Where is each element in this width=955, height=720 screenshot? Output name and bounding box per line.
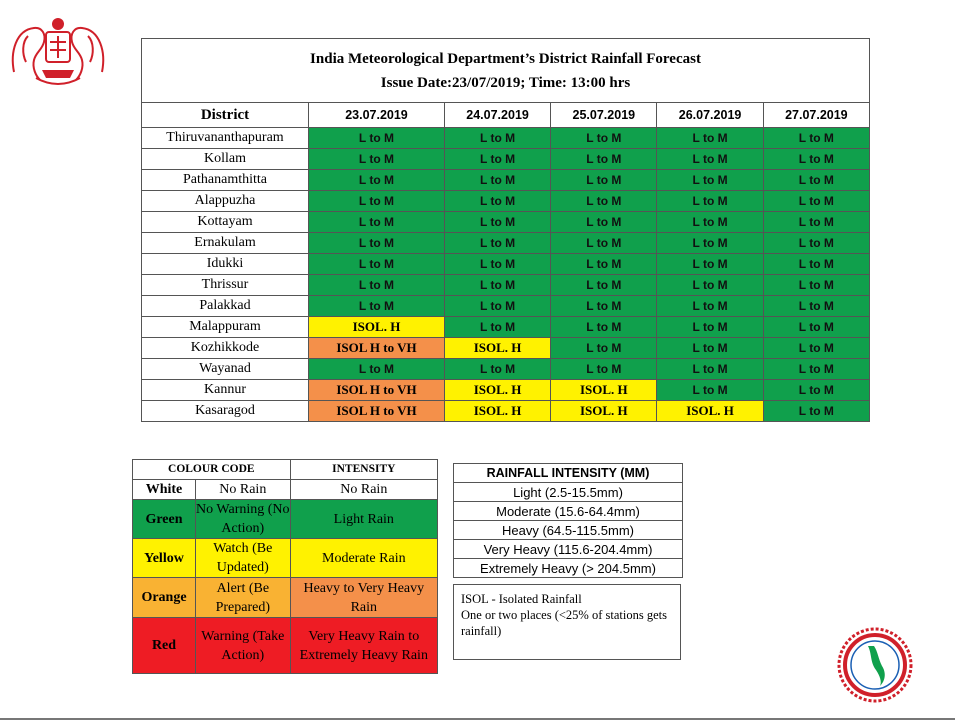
forecast-issue-date: Issue Date:23/07/2019; Time: 13:00 hrs	[380, 74, 631, 91]
forecast-cell: L to M	[551, 296, 657, 317]
intensity-row: Moderate (15.6-64.4mm)	[454, 502, 683, 521]
district-row	[142, 275, 870, 296]
forecast-cell: L to M	[657, 149, 763, 170]
district-name: Alappuzha	[142, 191, 309, 212]
forecast-cell: L to M	[657, 296, 763, 317]
forecast-cell: L to M	[763, 401, 869, 422]
forecast-title: India Meteorological Department’s District Rainfall Forecast	[310, 50, 701, 67]
forecast-cell: L to M	[657, 317, 763, 338]
intensity-row: Extremely Heavy (> 204.5mm)	[454, 559, 683, 578]
district-row	[142, 317, 870, 338]
forecast-cell: L to M	[444, 212, 550, 233]
intensity-row: Heavy (64.5-115.5mm)	[454, 521, 683, 540]
legend-colour-name: Orange	[133, 578, 196, 618]
district-row	[142, 338, 870, 359]
legend-meaning: Watch (Be Updated)	[196, 539, 291, 578]
district-name: Ernakulam	[142, 233, 309, 254]
forecast-cell: ISOL. H	[444, 338, 550, 359]
intensity-header: INTENSITY	[290, 460, 437, 480]
forecast-cell: L to M	[444, 233, 550, 254]
forecast-cell: L to M	[444, 317, 550, 338]
forecast-cell: ISOL. H	[444, 380, 550, 401]
date-column-header: 27.07.2019	[763, 103, 869, 128]
date-column-header: 23.07.2019	[309, 103, 445, 128]
kerala-state-emblem-icon	[6, 12, 110, 90]
forecast-cell: L to M	[763, 128, 869, 149]
colour-code-header: COLOUR CODE	[133, 460, 291, 480]
forecast-cell: L to M	[657, 191, 763, 212]
forecast-cell: L to M	[657, 233, 763, 254]
forecast-cell: ISOL H to VH	[309, 401, 445, 422]
forecast-cell: L to M	[763, 149, 869, 170]
forecast-cell: L to M	[309, 212, 445, 233]
forecast-title-cell	[142, 39, 870, 103]
district-row	[142, 296, 870, 317]
legend-intensity: Moderate Rain	[290, 539, 437, 578]
forecast-cell: L to M	[551, 338, 657, 359]
forecast-cell: L to M	[763, 296, 869, 317]
forecast-cell: L to M	[444, 170, 550, 191]
legend-meaning: No Rain	[196, 480, 291, 500]
forecast-cell: L to M	[763, 254, 869, 275]
legend-meaning: Warning (Take Action)	[196, 618, 291, 674]
district-name: Palakkad	[142, 296, 309, 317]
forecast-cell: ISOL. H	[657, 401, 763, 422]
district-name: Thiruvananthapuram	[142, 128, 309, 149]
date-column-header: 24.07.2019	[444, 103, 550, 128]
forecast-cell: L to M	[309, 233, 445, 254]
forecast-cell: ISOL. H	[309, 317, 445, 338]
forecast-cell: L to M	[309, 128, 445, 149]
forecast-cell: L to M	[763, 212, 869, 233]
forecast-cell: L to M	[657, 359, 763, 380]
date-column-header: 25.07.2019	[551, 103, 657, 128]
forecast-cell: ISOL H to VH	[309, 380, 445, 401]
forecast-cell: L to M	[309, 191, 445, 212]
isol-note-box	[453, 584, 681, 660]
date-column-header: 26.07.2019	[657, 103, 763, 128]
forecast-cell: L to M	[763, 170, 869, 191]
district-row	[142, 359, 870, 380]
district-row	[142, 191, 870, 212]
legend-intensity: Light Rain	[290, 500, 437, 539]
legend-intensity: No Rain	[290, 480, 437, 500]
forecast-cell: L to M	[657, 170, 763, 191]
district-name: Malappuram	[142, 317, 309, 338]
rainfall-intensity-title: RAINFALL INTENSITY (MM)	[454, 464, 683, 483]
forecast-cell: L to M	[444, 359, 550, 380]
forecast-cell: L to M	[763, 380, 869, 401]
forecast-cell: L to M	[551, 149, 657, 170]
forecast-cell: L to M	[657, 128, 763, 149]
legend-colour-name: Yellow	[133, 539, 196, 578]
forecast-cell: L to M	[551, 212, 657, 233]
district-column-header: District	[142, 103, 309, 128]
forecast-cell: L to M	[763, 233, 869, 254]
forecast-cell: L to M	[444, 275, 550, 296]
district-name: Kottayam	[142, 212, 309, 233]
colour-code-legend	[132, 459, 438, 674]
forecast-cell: L to M	[657, 380, 763, 401]
district-name: Kasaragod	[142, 401, 309, 422]
forecast-cell: L to M	[763, 191, 869, 212]
forecast-cell: L to M	[444, 128, 550, 149]
district-row	[142, 149, 870, 170]
forecast-cell: L to M	[309, 254, 445, 275]
forecast-cell: L to M	[551, 275, 657, 296]
district-row	[142, 212, 870, 233]
forecast-cell: L to M	[444, 149, 550, 170]
district-row	[142, 128, 870, 149]
legend-row-green	[133, 500, 438, 539]
legend-colour-name: White	[133, 480, 196, 500]
forecast-cell: L to M	[551, 191, 657, 212]
forecast-cell: ISOL H to VH	[309, 338, 445, 359]
isol-note-line2: One or two places (<25% of stations gets rainfall)	[461, 608, 667, 638]
district-name: Wayanad	[142, 359, 309, 380]
legend-colour-name: Red	[133, 618, 196, 674]
district-name: Thrissur	[142, 275, 309, 296]
forecast-cell: L to M	[551, 317, 657, 338]
forecast-cell: L to M	[444, 296, 550, 317]
forecast-cell: L to M	[763, 317, 869, 338]
forecast-cell: L to M	[551, 233, 657, 254]
forecast-header-row	[142, 103, 870, 128]
forecast-cell: L to M	[309, 275, 445, 296]
forecast-cell: L to M	[444, 191, 550, 212]
forecast-cell: L to M	[309, 296, 445, 317]
forecast-cell: L to M	[309, 149, 445, 170]
district-name: Pathanamthitta	[142, 170, 309, 191]
forecast-cell: ISOL. H	[444, 401, 550, 422]
district-name: Kannur	[142, 380, 309, 401]
district-name: Kozhikkode	[142, 338, 309, 359]
forecast-cell: L to M	[763, 275, 869, 296]
forecast-cell: L to M	[309, 359, 445, 380]
district-name: Idukki	[142, 254, 309, 275]
forecast-cell: L to M	[657, 338, 763, 359]
district-row	[142, 254, 870, 275]
legend-row-yellow	[133, 539, 438, 578]
legend-meaning: No Warning (No Action)	[196, 500, 291, 539]
forecast-cell: L to M	[551, 128, 657, 149]
forecast-cell: L to M	[763, 359, 869, 380]
district-row	[142, 401, 870, 422]
forecast-cell: L to M	[763, 338, 869, 359]
legend-row-red	[133, 618, 438, 674]
intensity-row: Light (2.5-15.5mm)	[454, 483, 683, 502]
intensity-row: Very Heavy (115.6-204.4mm)	[454, 540, 683, 559]
district-row	[142, 170, 870, 191]
imd-logo-icon	[836, 626, 914, 704]
legend-intensity: Very Heavy Rain to Extremely Heavy Rain	[290, 618, 437, 674]
forecast-cell: L to M	[657, 254, 763, 275]
forecast-cell: ISOL. H	[551, 401, 657, 422]
forecast-cell: L to M	[551, 170, 657, 191]
legend-meaning: Alert (Be Prepared)	[196, 578, 291, 618]
forecast-cell: L to M	[657, 212, 763, 233]
legend-row-orange	[133, 578, 438, 618]
forecast-cell: ISOL. H	[551, 380, 657, 401]
rainfall-intensity-table	[453, 463, 683, 578]
isol-note-line1: ISOL - Isolated Rainfall	[461, 592, 582, 606]
legend-colour-name: Green	[133, 500, 196, 539]
district-forecast-table	[141, 38, 870, 422]
forecast-cell: L to M	[309, 170, 445, 191]
forecast-cell: L to M	[551, 359, 657, 380]
legend-intensity: Heavy to Very Heavy Rain	[290, 578, 437, 618]
forecast-cell: L to M	[551, 254, 657, 275]
forecast-cell: L to M	[444, 254, 550, 275]
district-row	[142, 380, 870, 401]
district-name: Kollam	[142, 149, 309, 170]
forecast-cell: L to M	[657, 275, 763, 296]
legend-row-white	[133, 480, 438, 500]
district-row	[142, 233, 870, 254]
